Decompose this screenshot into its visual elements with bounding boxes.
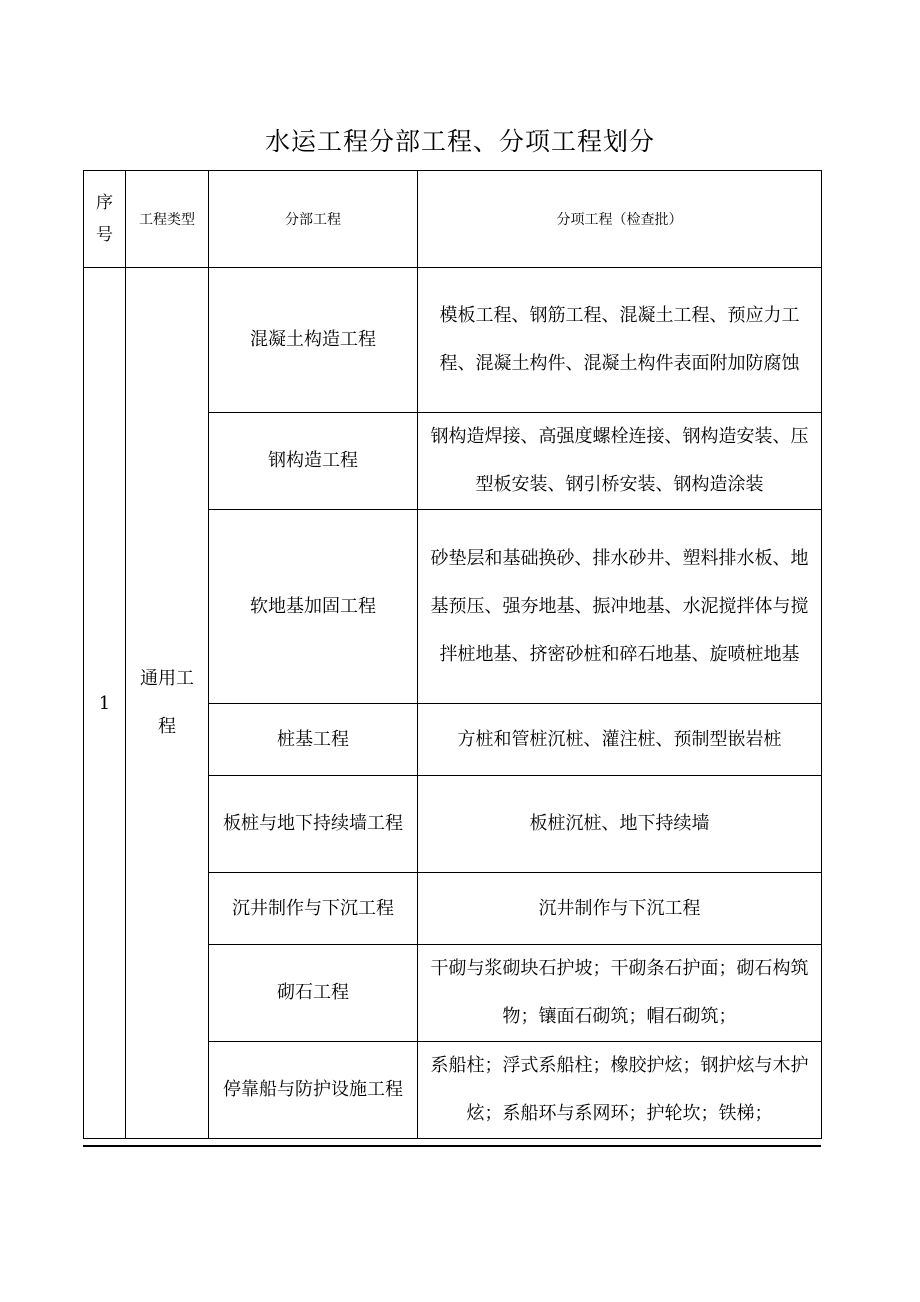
division-cell: 桩基工程 bbox=[209, 704, 418, 776]
header-type: 工程类型 bbox=[126, 171, 209, 268]
document-title: 水运工程分部工程、分项工程划分 bbox=[264, 127, 655, 156]
table-row bbox=[84, 268, 822, 413]
subitems-cell: 钢构造焊接、高强度螺栓连接、钢构造安装、压型板安装、钢引桥安装、钢构造涂装 bbox=[418, 413, 822, 510]
subitems-cell: 干砌与浆砌块石护坡；干砌条石护面；砌石构筑物；镶面石砌筑；帽石砌筑； bbox=[418, 945, 822, 1042]
subitems-cell: 砂垫层和基础换砂、排水砂井、塑料排水板、地基预压、强夯地基、振冲地基、水泥搅拌体与搅拌桩地基、挤密砂桩和碎石地基、旋喷桩地基 bbox=[418, 510, 822, 704]
subitems-cell: 模板工程、钢筋工程、混凝土工程、预应力工程、混凝土构件、混凝土构件表面附加防腐蚀 bbox=[418, 268, 822, 413]
division-table bbox=[83, 170, 822, 1139]
subitems-cell: 沉井制作与下沉工程 bbox=[418, 873, 822, 945]
division-cell: 钢构造工程 bbox=[209, 413, 418, 510]
table-bottom-double-rule bbox=[83, 1145, 821, 1147]
group-seq: 1 bbox=[84, 268, 126, 1139]
subitems-cell: 方桩和管桩沉桩、灌注桩、预制型嵌岩桩 bbox=[418, 704, 822, 776]
header-division: 分部工程 bbox=[209, 171, 418, 268]
group-type: 通用工程 bbox=[126, 268, 209, 1139]
header-seq: 序号 bbox=[84, 171, 126, 268]
subitems-cell: 系船柱；浮式系船柱；橡胶护炫；钢护炫与木护炫；系船环与系网环；护轮坎；铁梯； bbox=[418, 1042, 822, 1139]
header-subitems: 分项工程（检查批） bbox=[418, 171, 822, 268]
division-cell: 沉井制作与下沉工程 bbox=[209, 873, 418, 945]
division-cell: 砌石工程 bbox=[209, 945, 418, 1042]
division-cell: 板桩与地下持续墙工程 bbox=[209, 776, 418, 873]
table-header-row bbox=[84, 171, 822, 268]
division-cell: 停靠船与防护设施工程 bbox=[209, 1042, 418, 1139]
division-cell: 软地基加固工程 bbox=[209, 510, 418, 704]
subitems-cell: 板桩沉桩、地下持续墙 bbox=[418, 776, 822, 873]
division-cell: 混凝土构造工程 bbox=[209, 268, 418, 413]
